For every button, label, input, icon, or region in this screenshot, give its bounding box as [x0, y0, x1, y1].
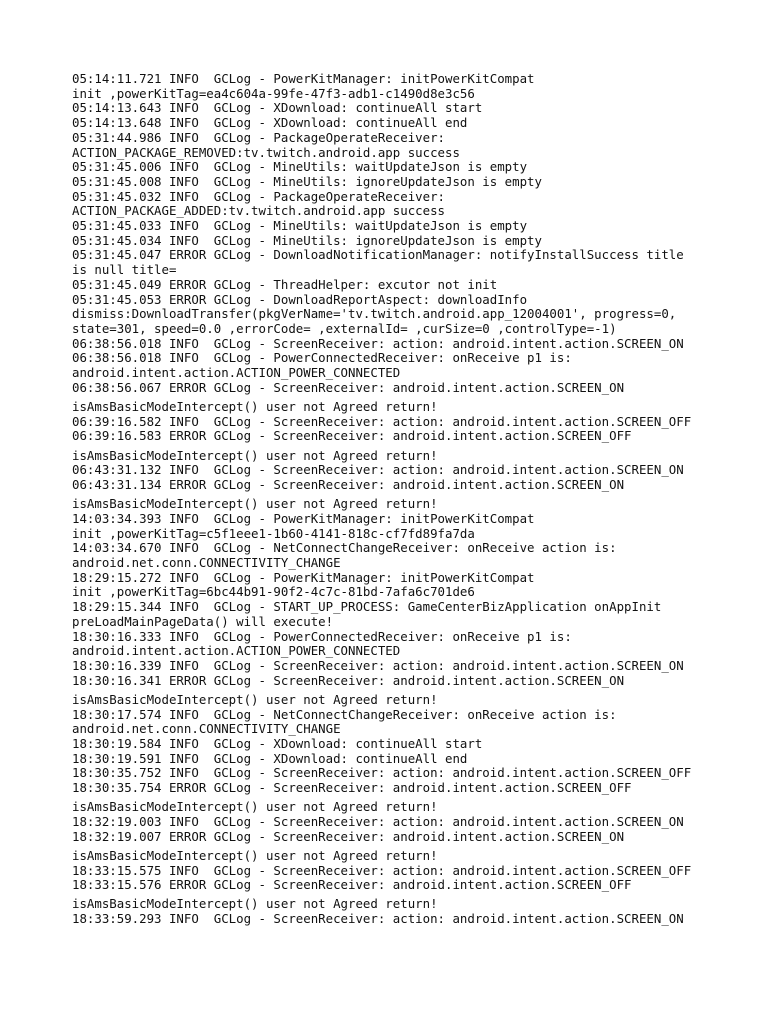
log-line: init ,powerKitTag=c5f1eee1-1b60-4141-818c-cf7fd89fa7da [72, 525, 475, 541]
log-line: android.intent.action.ACTION_POWER_CONNECTED [72, 643, 401, 659]
log-line: isAmsBasicModeIntercept() user not Agreed return! [72, 398, 438, 414]
log-line: preLoadMainPageData() will execute! [72, 613, 334, 629]
log-line: state=301, speed=0.0 ,errorCode= ,externalId= ,curSize=0 ,controlType=-1) [72, 320, 617, 336]
log-line: isAmsBasicModeIntercept() user not Agreed return! [72, 799, 438, 815]
log-line: 18:30:35.752 INFO GCLog - ScreenReceiver: action: android.intent.action.SCREEN_OFF [72, 765, 692, 781]
log-line: 05:14:13.643 INFO GCLog - XDownload: continueAll start [72, 100, 483, 116]
log-line: init ,powerKitTag=ea4c604a-99fe-47f3-adb1-c1490d8e3c56 [72, 85, 475, 101]
log-line: ACTION_PACKAGE_ADDED:tv.twitch.android.app success [72, 203, 445, 219]
log-line: 18:30:16.339 INFO GCLog - ScreenReceiver: action: android.intent.action.SCREEN_ON [72, 657, 684, 673]
log-line: dismiss:DownloadTransfer(pkgVerName='tv.twitch.android.app_12004001', progress=0, [72, 306, 677, 322]
log-line: android.intent.action.ACTION_POWER_CONNECTED [72, 365, 401, 381]
log-line: 05:31:45.008 INFO GCLog - MineUtils: ignoreUpdateJson is empty [72, 173, 542, 189]
log-line: isAmsBasicModeIntercept() user not Agreed return! [72, 691, 438, 707]
log-line: 18:33:15.576 ERROR GCLog - ScreenReceiver: android.intent.action.SCREEN_OFF [72, 877, 632, 893]
log-line: 18:30:17.574 INFO GCLog - NetConnectChangeReceiver: onReceive action is: [72, 706, 617, 722]
log-line: 06:43:31.134 ERROR GCLog - ScreenReceiver: android.intent.action.SCREEN_ON [72, 476, 625, 492]
log-line: android.net.conn.CONNECTIVITY_CHANGE [72, 555, 341, 570]
log-line: is null title= [72, 262, 177, 278]
log-line: 18:30:16.333 INFO GCLog - PowerConnectedReceiver: onReceive p1 is: [72, 628, 572, 644]
log-line: 18:30:16.341 ERROR GCLog - ScreenReceiver: android.intent.action.SCREEN_ON [72, 672, 625, 688]
log-line: 05:31:45.034 INFO GCLog - MineUtils: ignoreUpdateJson is empty [72, 232, 542, 248]
log-line: init ,powerKitTag=6bc44b91-90f2-4c7c-81bd-7afa6c701de6 [72, 584, 475, 600]
log-line: 18:33:59.293 INFO GCLog - ScreenReceiver: action: android.intent.action.SCREEN_ON [72, 911, 684, 927]
log-line: 05:31:44.986 INFO GCLog - PackageOperateReceiver: [72, 129, 445, 145]
log-line: 06:38:56.018 INFO GCLog - PowerConnectedReceiver: onReceive p1 is: [72, 350, 572, 366]
log-document [72, 72, 732, 927]
log-line: 05:14:11.721 INFO GCLog - PowerKitManager: initPowerKitCompat [72, 71, 535, 86]
log-line: 06:39:16.582 INFO GCLog - ScreenReceiver: action: android.intent.action.SCREEN_OFF [72, 413, 692, 429]
log-line: ACTION_PACKAGE_REMOVED:tv.twitch.android.app success [72, 144, 460, 160]
log-line: 06:38:56.067 ERROR GCLog - ScreenReceiver: android.intent.action.SCREEN_ON [72, 379, 625, 395]
log-line: 05:31:45.006 INFO GCLog - MineUtils: waitUpdateJson is empty [72, 159, 528, 175]
log-line: 05:31:45.049 ERROR GCLog - ThreadHelper: excutor not init [72, 276, 498, 292]
log-line: 18:33:15.575 INFO GCLog - ScreenReceiver: action: android.intent.action.SCREEN_OFF [72, 862, 692, 878]
log-line: isAmsBasicModeIntercept() user not Agreed return! [72, 447, 438, 463]
log-line: 18:30:19.584 INFO GCLog - XDownload: continueAll start [72, 735, 483, 751]
log-line: 14:03:34.393 INFO GCLog - PowerKitManager: initPowerKitCompat [72, 510, 535, 526]
log-line: 14:03:34.670 INFO GCLog - NetConnectChangeReceiver: onReceive action is: [72, 540, 617, 556]
log-line: 06:38:56.018 INFO GCLog - ScreenReceiver: action: android.intent.action.SCREEN_ON [72, 335, 684, 351]
log-line: isAmsBasicModeIntercept() user not Agreed return! [72, 496, 438, 512]
log-line: 18:30:19.591 INFO GCLog - XDownload: continueAll end [72, 750, 468, 766]
log-line: 05:31:45.033 INFO GCLog - MineUtils: waitUpdateJson is empty [72, 218, 528, 234]
log-line: 05:31:45.032 INFO GCLog - PackageOperateReceiver: [72, 188, 445, 204]
log-line: 05:14:13.648 INFO GCLog - XDownload: continueAll end [72, 115, 468, 131]
log-line: 05:31:45.053 ERROR GCLog - DownloadReportAspect: downloadInfo [72, 291, 528, 307]
log-line: 18:32:19.003 INFO GCLog - ScreenReceiver: action: android.intent.action.SCREEN_ON [72, 813, 684, 829]
log-line: android.net.conn.CONNECTIVITY_CHANGE [72, 721, 341, 737]
log-line: 18:30:35.754 ERROR GCLog - ScreenReceiver: android.intent.action.SCREEN_OFF [72, 780, 632, 796]
log-line: 06:39:16.583 ERROR GCLog - ScreenReceiver: android.intent.action.SCREEN_OFF [72, 428, 632, 444]
log-line: 06:43:31.132 INFO GCLog - ScreenReceiver: action: android.intent.action.SCREEN_ON [72, 462, 684, 478]
log-line: 05:31:45.047 ERROR GCLog - DownloadNotificationManager: notifyInstallSuccess title [72, 247, 684, 263]
log-line: 18:29:15.272 INFO GCLog - PowerKitManager: initPowerKitCompat [72, 569, 535, 585]
log-line: isAmsBasicModeIntercept() user not Agreed return! [72, 896, 438, 912]
log-line: 18:29:15.344 INFO GCLog - START_UP_PROCESS: GameCenterBizApplication onAppInit [72, 599, 662, 615]
log-line: 18:32:19.007 ERROR GCLog - ScreenReceiver: android.intent.action.SCREEN_ON [72, 828, 625, 844]
log-line: isAmsBasicModeIntercept() user not Agreed return! [72, 847, 438, 863]
